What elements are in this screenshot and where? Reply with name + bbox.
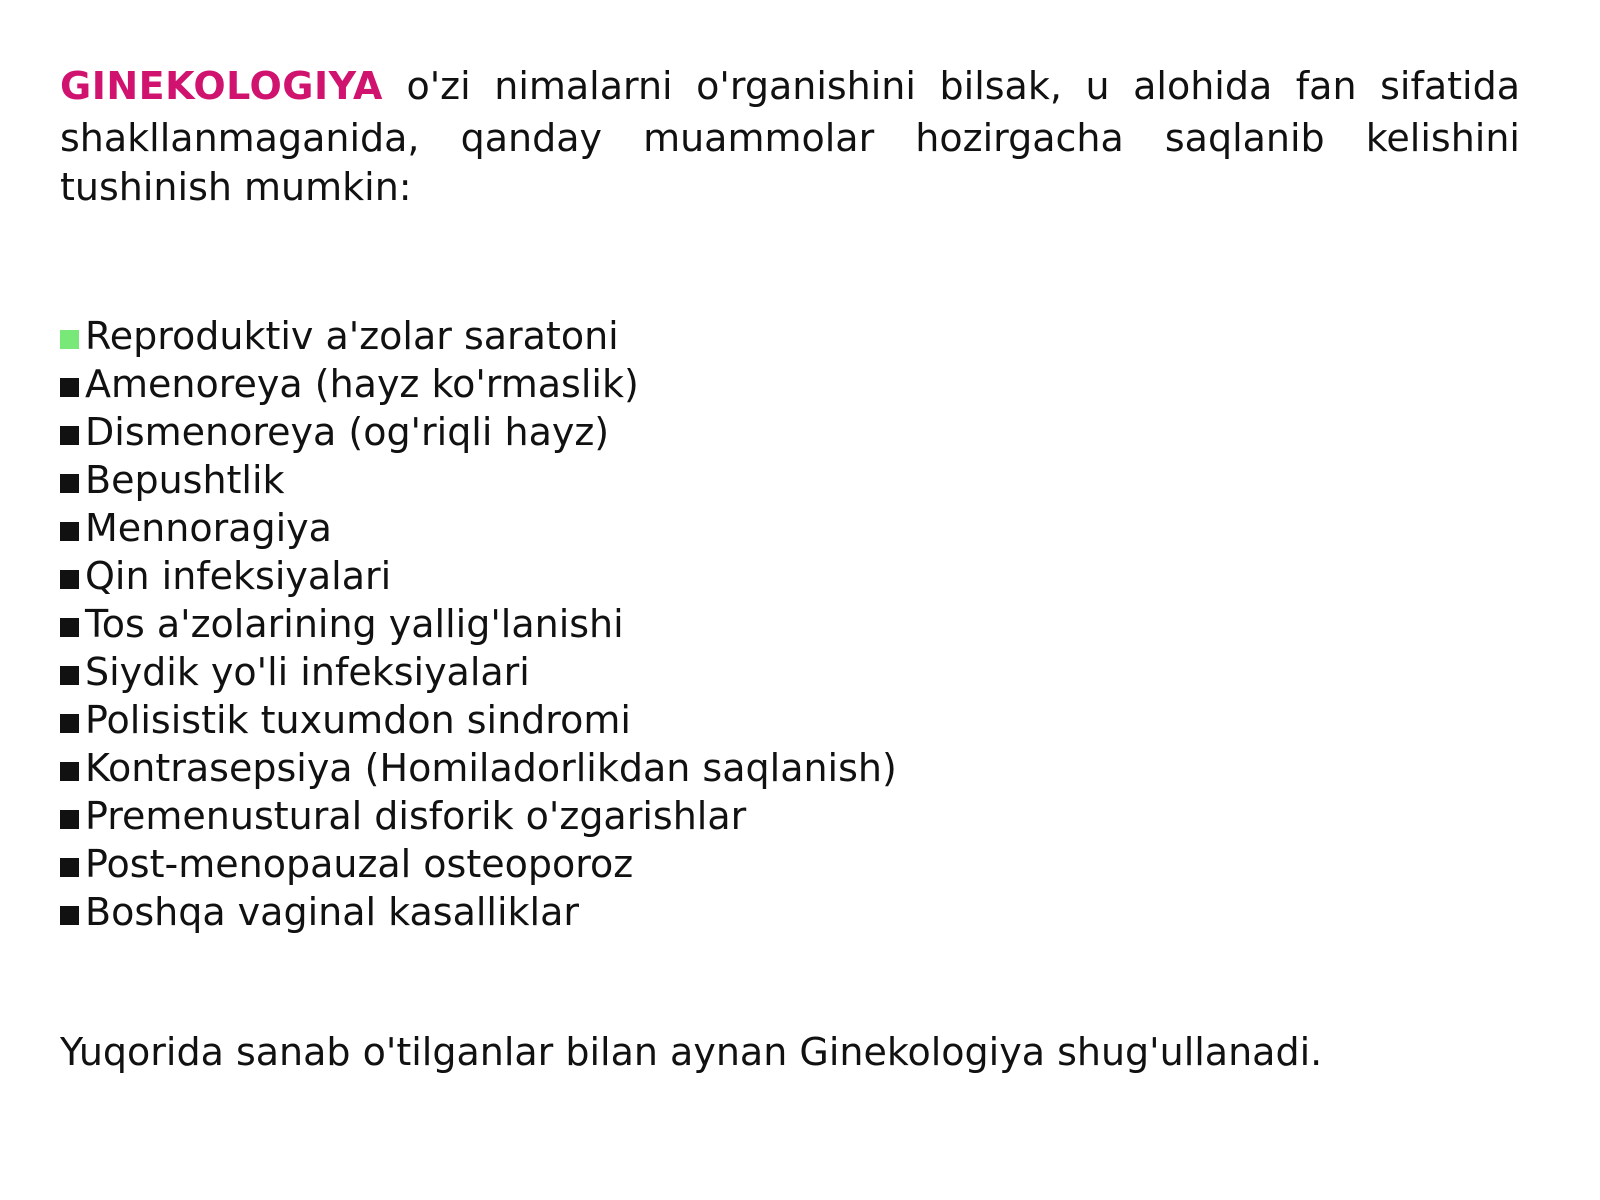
list-item-label: Mennoragiya bbox=[85, 506, 332, 550]
list-item-label: Boshqa vaginal kasalliklar bbox=[85, 890, 579, 934]
list-item bbox=[60, 312, 897, 360]
square-bullet-icon bbox=[60, 906, 79, 925]
list-item bbox=[60, 840, 897, 888]
square-bullet-icon bbox=[60, 522, 79, 541]
list-item-label: Amenoreya (hayz ko'rmaslik) bbox=[85, 362, 639, 406]
list-item bbox=[60, 744, 897, 792]
list-item bbox=[60, 408, 897, 456]
square-bullet-icon bbox=[60, 858, 79, 877]
list-item bbox=[60, 888, 897, 936]
active-square-bullet-icon bbox=[60, 330, 79, 349]
list-item-label: Reproduktiv a'zolar saratoni bbox=[85, 314, 619, 358]
list-item bbox=[60, 552, 897, 600]
list-item bbox=[60, 360, 897, 408]
square-bullet-icon bbox=[60, 474, 79, 493]
square-bullet-icon bbox=[60, 810, 79, 829]
intro-highlight: GINEKOLOGIYA bbox=[60, 64, 383, 108]
list-item-label: Tos a'zolarining yallig'lanishi bbox=[85, 602, 624, 646]
conclusion-label: Yuqorida sanab o'tilganlar bilan aynan Ginekologiya shug'ullanadi. bbox=[60, 1030, 1323, 1074]
intro-paragraph bbox=[60, 62, 1520, 212]
list-item-label: Premenustural disforik o'zgarishlar bbox=[85, 794, 747, 838]
list-item-label: Kontrasepsiya (Homiladorlikdan saqlanish) bbox=[85, 746, 897, 790]
list-item bbox=[60, 648, 897, 696]
list-item bbox=[60, 504, 897, 552]
square-bullet-icon bbox=[60, 570, 79, 589]
list-item-label: Qin infeksiyalari bbox=[85, 554, 392, 598]
list-item bbox=[60, 792, 897, 840]
list-item bbox=[60, 456, 897, 504]
square-bullet-icon bbox=[60, 378, 79, 397]
conclusion-text bbox=[60, 1028, 1322, 1080]
list-item-label: Post-menopauzal osteoporoz bbox=[85, 842, 634, 886]
square-bullet-icon bbox=[60, 426, 79, 445]
square-bullet-icon bbox=[60, 618, 79, 637]
list-item bbox=[60, 600, 897, 648]
square-bullet-icon bbox=[60, 666, 79, 685]
square-bullet-icon bbox=[60, 762, 79, 781]
square-bullet-icon bbox=[60, 714, 79, 733]
list-item-label: Polisistik tuxumdon sindromi bbox=[85, 698, 631, 742]
list-item-label: Bepushtlik bbox=[85, 458, 285, 502]
problem-list bbox=[60, 312, 897, 936]
list-item-label: Dismenoreya (og'riqli hayz) bbox=[85, 410, 610, 454]
slide-content bbox=[60, 62, 1520, 1074]
list-item-label: Siydik yo'li infeksiyalari bbox=[85, 650, 530, 694]
intro-text: o'zi nimalarni o'rganishini bilsak, u alohida fan sifatida shakllanmaganida, qanday muammolar hozirgacha saqlanib kelishini tushinish mumkin: bbox=[60, 64, 1520, 209]
list-item bbox=[60, 696, 897, 744]
